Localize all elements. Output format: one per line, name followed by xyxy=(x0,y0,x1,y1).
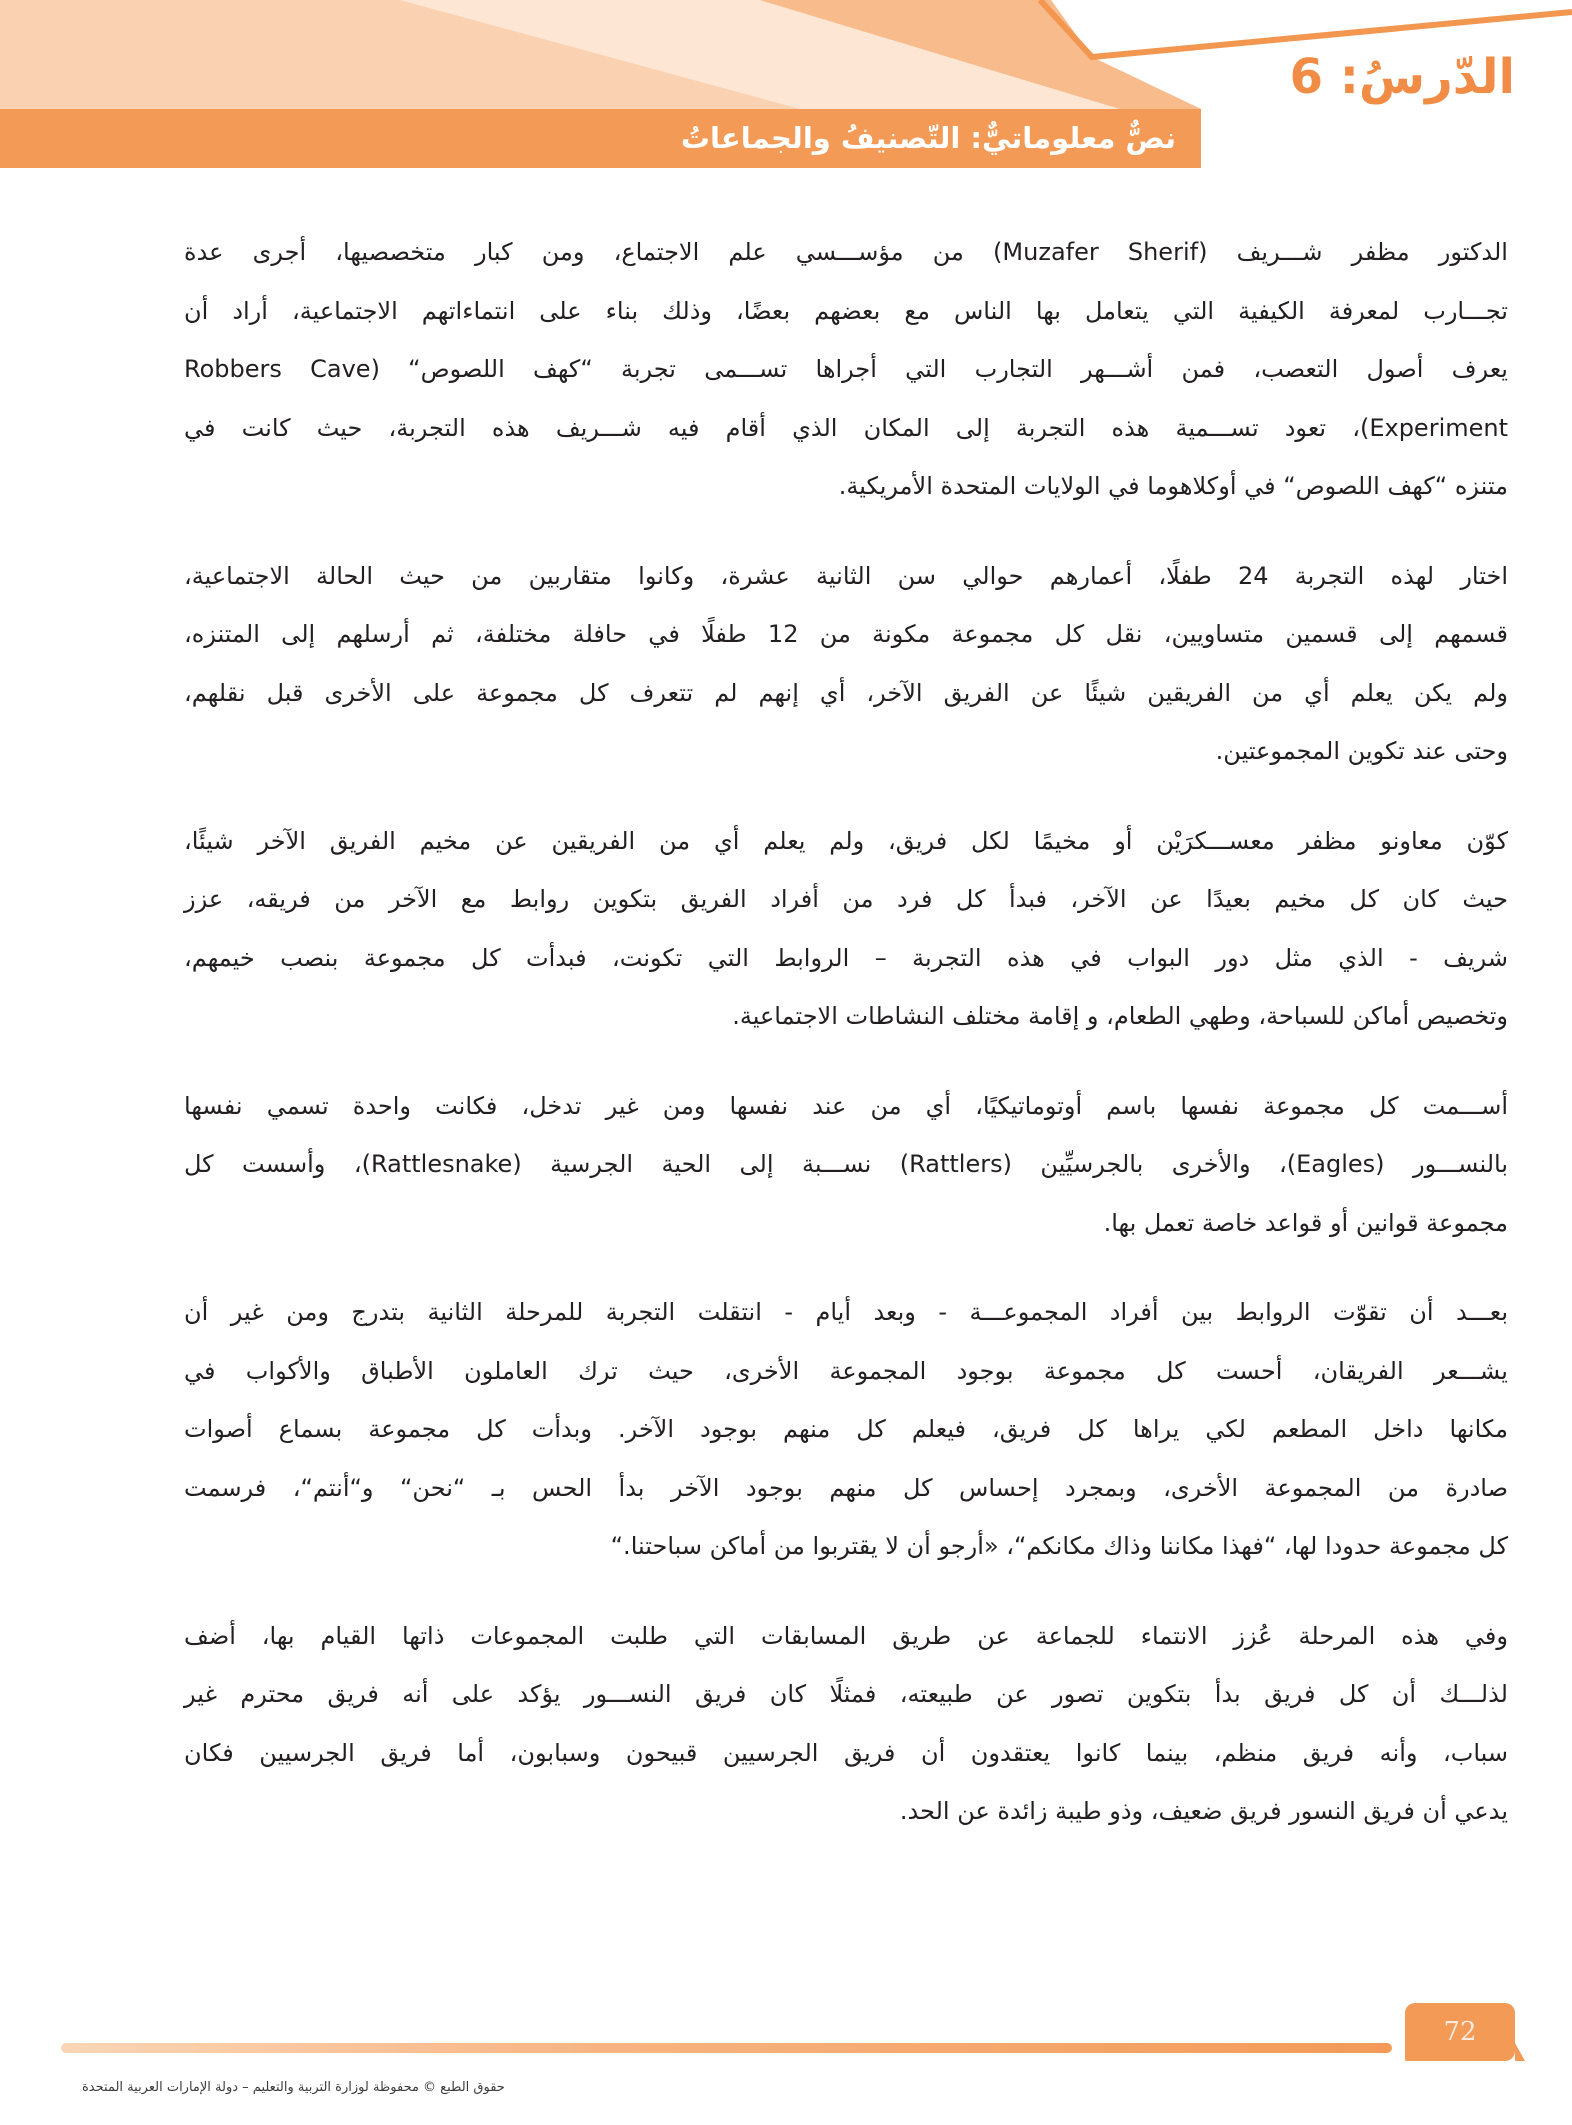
footer-divider xyxy=(61,2043,1392,2053)
text-line: بالنســـور (Eagles)، والأخرى بالجرسيِّين (Rattlers) نســـبة إلى الحية الجرسية (Rattlesnake)، وأسست كل xyxy=(184,1150,1509,1178)
text-line: يدعي أن فريق النسور فريق ضعيف، وذو طيبة زائدة عن الحد. xyxy=(899,1797,1508,1825)
article-body xyxy=(184,223,1508,1872)
text-line: ولم يكن يعلم أي من الفريقين شيئًا عن الفريق الآخر، أي إنهم لم تتعرف كل مجموعة على الأخرى قبل نقلهم، xyxy=(184,678,1508,707)
text-line: الدكتور مظفر شـــريف (Muzafer Sherif) من مؤســـسي علم الاجتماع، ومن كبار متخصصيها، أجرى عدة xyxy=(184,238,1508,266)
text-line: يشـــعر الفريقان، أحست كل مجموعة بوجود المجموعة الأخرى، حيث ترك العاملون الأطباق والأكواب في xyxy=(184,1356,1508,1385)
paragraph xyxy=(184,223,1508,516)
text-line: وحتى عند تكوين المجموعتين. xyxy=(1215,737,1508,765)
paragraph xyxy=(184,1607,1508,1841)
text-line: وتخصيص أماكن للسباحة، وطهي الطعام، و إقامة مختلف النشاطات الاجتماعية. xyxy=(732,1002,1508,1030)
copyright-notice: حقوق الطبع © محفوظة لوزارة التربية والتعليم – دولة الإمارات العربية المتحدة xyxy=(82,2080,505,2095)
page-number-badge xyxy=(1405,2003,1515,2061)
text-line: يعرف أصول التعصب، فمن أشـــهر التجارب التي أجراها تســـمى تجربة “كهف اللصوص“ (Robbers Cave xyxy=(184,355,1508,383)
text-line: سباب، وأنه فريق منظم، بينما كانوا يعتقدون أن فريق الجرسيين قبيحون وسبابون، أما فريق الجرسيين فكان xyxy=(184,1738,1508,1767)
banner-title: نصٌّ معلوماتيٌّ: التّصنيفُ والجماعاتُ xyxy=(680,121,1176,155)
paragraph xyxy=(184,1077,1508,1253)
text-line: بعـــد أن تقوّت الروابط بين أفراد المجموعـــة - وبعد أيام - انتقلت التجربة للمرحلة الثانية بتدرج ومن غير أن xyxy=(184,1298,1508,1326)
page-number: 72 xyxy=(1443,2017,1477,2047)
text-line: مجموعة قوانين أو قواعد خاصة تعمل بها. xyxy=(1103,1208,1508,1237)
text-line: اختار لهذه التجربة 24 طفلًا، أعمارهم حوالي سن الثانية عشرة، وكانوا متقاربين من حيث الحالة الاجتماعية، xyxy=(184,561,1508,590)
paragraph xyxy=(184,1283,1508,1576)
text-line: لذلـــك أن كل فريق بدأ بتكوين تصور عن طبيعته، فمثلًا كان فريق النســـور يؤكد على أنه فريق محترم غير xyxy=(184,1680,1508,1708)
text-line: مكانها داخل المطعم لكي يراها كل فريق، فيعلم كل منهم بوجود الآخر. وبدأت كل مجموعة بسماع أصوات xyxy=(184,1415,1508,1443)
text-line: كوّن معاونو مظفر معســـكرَيْن أو مخيمًا لكل فريق، ولم يعلم أي من الفريقين عن مخيم الفريق الآخر شيئًا، xyxy=(184,826,1508,855)
text-line: قسمهم إلى قسمين متساويين، نقل كل مجموعة مكونة من 12 طفلًا في حافلة مختلفة، ثم أرسلهم إلى المتنزه، xyxy=(184,620,1508,648)
text-line: وفي هذه المرحلة عُزز الانتماء للجماعة عن طريق المسابقات التي طلبت المجموعات ذاتها القيام بها، أضف xyxy=(184,1621,1508,1650)
text-line: شريف - الذي مثل دور البواب في هذه التجربة – الروابط التي تكونت، فبدأت كل مجموعة بنصب خيمهم، xyxy=(184,943,1508,972)
text-line: كل مجموعة حدودا لها، “فهذا مكاننا وذاك مكانكم“، «أرجو أن لا يقتربوا من أماكن سباحتنا.“ xyxy=(610,1532,1508,1560)
lesson-number-title: الدّرسُ: 6 xyxy=(1289,49,1515,105)
paragraph xyxy=(184,547,1508,781)
text-line: متنزه “كهف اللصوص“ في أوكلاهوما في الولايات المتحدة الأمريكية. xyxy=(838,472,1508,500)
text-line: تجـــارب لمعرفة الكيفية التي يتعامل بها الناس مع بعضهم بعضًا، وذلك بناء على انتماءاتهم الاجتماعية، أراد أن xyxy=(184,296,1508,325)
text-line: صادرة من المجموعة الأخرى، وبمجرد إحساس كل منهم بوجود الآخر بدأ الحس بـ “نحن“ و“أنتم“، فرسمت xyxy=(184,1473,1508,1502)
text-line: حيث كان كل مخيم بعيدًا عن الآخر، فبدأ كل فرد من أفراد الفريق بتكوين روابط مع الآخر من فريقه، عزز xyxy=(184,885,1508,913)
text-line: Experiment)، تعود تســـمية هذه التجربة إلى المكان الذي أقام فيه شـــريف هذه التجربة، حيث كانت في xyxy=(184,413,1508,442)
text-line: أســـمت كل مجموعة نفسها باسم أوتوماتيكيًا، أي من عند نفسها ومن غير تدخل، فكانت واحدة تسمي نفسها xyxy=(184,1091,1508,1120)
paragraph xyxy=(184,812,1508,1046)
